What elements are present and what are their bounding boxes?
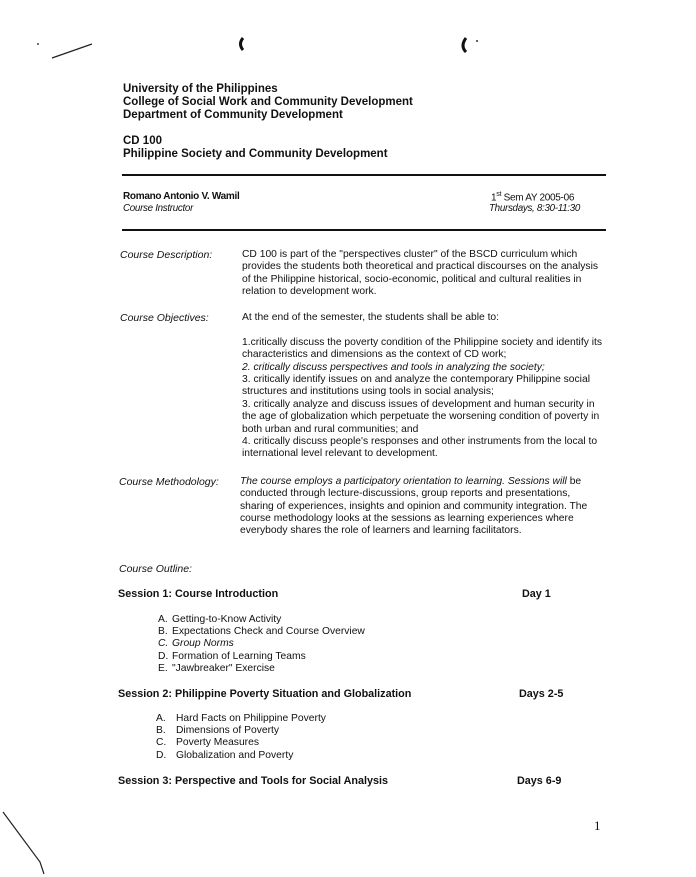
list-item bbox=[158, 614, 365, 626]
item-letter: E. bbox=[158, 662, 168, 674]
item-letter: C. bbox=[156, 737, 167, 749]
session-3-title: Session 3: Perspective and Tools for Social Analysis bbox=[118, 775, 389, 787]
item-letter: B. bbox=[156, 725, 166, 737]
item-text: Dimensions of Poverty bbox=[176, 725, 280, 737]
objective-item: 4. critically discuss people's responses and other instruments from the local to international level relevant to development. bbox=[242, 436, 598, 460]
item-letter: A. bbox=[158, 614, 168, 625]
item-letter: C. bbox=[158, 638, 169, 650]
item-text: Poverty Measures bbox=[176, 737, 259, 749]
speck bbox=[37, 43, 39, 45]
speck bbox=[476, 40, 478, 42]
objective-item: 3. critically analyze and discuss issues of development and human security in the age of globalization which perpetuate the worsening condition of poverty in both urban and rural communities; and bbox=[242, 399, 600, 435]
item-text: Expectations Check and Course Overview bbox=[172, 626, 365, 638]
college-name: College of Social Work and Community Development bbox=[123, 96, 413, 108]
divider-top bbox=[122, 174, 606, 176]
list-item bbox=[158, 651, 365, 663]
divider-bottom bbox=[122, 229, 606, 231]
session-2-day: Days 2-5 bbox=[519, 688, 564, 700]
instructor-name: Romano Antonio V. Wamil bbox=[123, 191, 240, 202]
objectives-intro: At the end of the semester, the students shall be able to: bbox=[242, 312, 500, 323]
session-1-title: Session 1: Course Introduction bbox=[118, 588, 279, 600]
methodology-text bbox=[240, 476, 600, 537]
course-title: Philippine Society and Community Development bbox=[123, 148, 388, 160]
semester-number: 1 bbox=[491, 192, 497, 204]
item-text: Globalization and Poverty bbox=[176, 749, 294, 761]
objective-item: 3. critically identify issues on and analyze the contemporary Philippine social structures and institutions using tools in social analysis; bbox=[242, 374, 590, 398]
course-code: CD 100 bbox=[123, 135, 162, 147]
objective-item: 2. critically discuss perspectives and tools in analyzing the society; bbox=[242, 362, 545, 373]
item-letter: D. bbox=[156, 749, 167, 761]
objectives-label: Course Objectives: bbox=[120, 312, 209, 324]
item-text: Formation of Learning Teams bbox=[172, 650, 306, 662]
methodology-label: Course Methodology: bbox=[119, 476, 219, 488]
item-text: Hard Facts on Philippine Poverty bbox=[176, 713, 326, 724]
department-name: Department of Community Development bbox=[123, 109, 343, 121]
pen-mark bbox=[3, 812, 44, 874]
list-item bbox=[156, 750, 326, 762]
item-letter: A. bbox=[156, 713, 166, 724]
item-text: "Jawbreaker" Exercise bbox=[172, 662, 275, 674]
list-item bbox=[156, 725, 326, 737]
punch-hole-mark bbox=[463, 38, 466, 52]
semester-year: Sem AY 2005-06 bbox=[503, 192, 575, 204]
instructor-role: Course Instructor bbox=[123, 203, 194, 214]
session-2-list bbox=[156, 713, 326, 762]
session-1-day: Day 1 bbox=[522, 588, 551, 600]
page-number: 1 bbox=[594, 818, 601, 833]
list-item bbox=[158, 638, 365, 650]
schedule: Thursdays, 8:30-11:30 bbox=[489, 203, 580, 214]
semester-suffix: st bbox=[496, 191, 502, 198]
description-label: Course Description: bbox=[120, 249, 213, 261]
list-item bbox=[156, 713, 326, 725]
semester bbox=[491, 191, 574, 203]
punch-hole-mark bbox=[241, 38, 244, 50]
session-2-title: Session 2: Philippine Poverty Situation and Globalization bbox=[118, 688, 412, 700]
methodology-text-rest: be conducted through lecture-discussions, group reports and presentations, sharing of experiences, insights and opinion and community integration. The course methodology looks at the sessions as learning experiences where everybody shares the role of learners and learning facilitators. bbox=[240, 476, 588, 537]
session-1-list bbox=[158, 614, 365, 675]
list-item bbox=[158, 663, 365, 675]
item-letter: D. bbox=[158, 650, 169, 662]
methodology-text-italic: The course employs a participatory orientation to learning. Sessions will bbox=[240, 476, 567, 487]
item-letter: B. bbox=[158, 626, 168, 638]
item-text: Group Norms bbox=[172, 638, 234, 650]
description-text: CD 100 is part of the "perspectives cluster" of the BSCD curriculum which provides the students both theoretical and practical discourses on the analysis of the Philippine historical, socio-economic, political and cultural realities in relation to development work. bbox=[242, 249, 599, 297]
objective-item: 1.critically discuss the poverty condition of the Philippine society and identify its characteristics and dimensions as the context of CD work; bbox=[242, 337, 603, 361]
outline-label: Course Outline: bbox=[119, 563, 192, 575]
list-item bbox=[158, 626, 365, 638]
pen-mark bbox=[52, 44, 92, 58]
university-name: University of the Philippines bbox=[123, 83, 278, 95]
list-item bbox=[156, 737, 326, 749]
item-text: Getting-to-Know Activity bbox=[172, 614, 282, 625]
session-3-day: Days 6-9 bbox=[517, 775, 562, 787]
